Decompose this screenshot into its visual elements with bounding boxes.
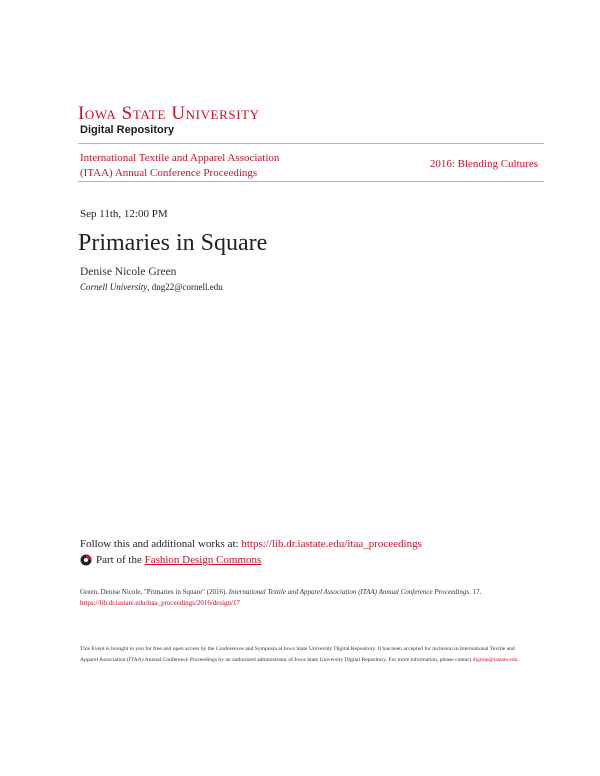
header-top-divider bbox=[78, 143, 544, 144]
header-bottom-divider bbox=[78, 181, 544, 182]
follow-text: Follow this and additional works at: bbox=[80, 538, 242, 550]
author-affiliation bbox=[80, 282, 223, 292]
university-name: Iowa State University bbox=[78, 103, 260, 124]
journal-link[interactable] bbox=[80, 151, 340, 181]
fashion-design-commons-link[interactable]: Fashion Design Commons bbox=[144, 554, 262, 566]
event-date: Sep 11th, 12:00 PM bbox=[80, 208, 168, 220]
citation-prefix: Green, Denise Nicole, "Primaries in Square" (2016). bbox=[80, 588, 229, 596]
bepress-commons-icon bbox=[80, 554, 92, 566]
access-notice bbox=[80, 644, 530, 666]
notice-text: This Event is brought to you for free and open access by the Conferences and Symposia at Iowa State University Digital Repository. It has been accepted for inclusion in International Textile and Apparel Association (ITAA) Annual Conference Proceedings by an authorized administrator of Iowa State University Digital Repository. For more information, please contact bbox=[80, 646, 515, 663]
citation-suffix: . 17. bbox=[469, 588, 482, 596]
author-email: , dng22@cornell.edu bbox=[147, 282, 223, 292]
journal-line-2: (ITAA) Annual Conference Proceedings bbox=[80, 167, 258, 179]
recommended-citation bbox=[80, 587, 490, 609]
repository-name: Digital Repository bbox=[80, 124, 175, 136]
notice-end: . bbox=[517, 657, 519, 663]
part-of-line bbox=[80, 554, 261, 566]
series-link[interactable]: 2016: Blending Cultures bbox=[429, 158, 538, 170]
page-title: Primaries in Square bbox=[78, 230, 268, 256]
part-of-text: Part of the bbox=[96, 554, 142, 566]
follow-url-link[interactable]: https://lib.dr.iastate.edu/itaa_proceedings bbox=[241, 538, 422, 550]
affiliation-name: Cornell University bbox=[80, 282, 148, 292]
journal-line-1: International Textile and Apparel Association bbox=[80, 152, 280, 164]
citation-journal: International Textile and Apparel Association (ITAA) Annual Conference Proceedings bbox=[228, 588, 470, 596]
citation-url-link[interactable]: https://lib.dr.iastate.edu/itaa_proceedings/2016/design/17 bbox=[80, 599, 240, 607]
follow-line bbox=[80, 538, 422, 550]
author-name: Denise Nicole Green bbox=[80, 266, 177, 278]
university-logo-name bbox=[78, 104, 260, 124]
contact-email-link[interactable]: digirep@iastate.edu bbox=[472, 657, 518, 663]
